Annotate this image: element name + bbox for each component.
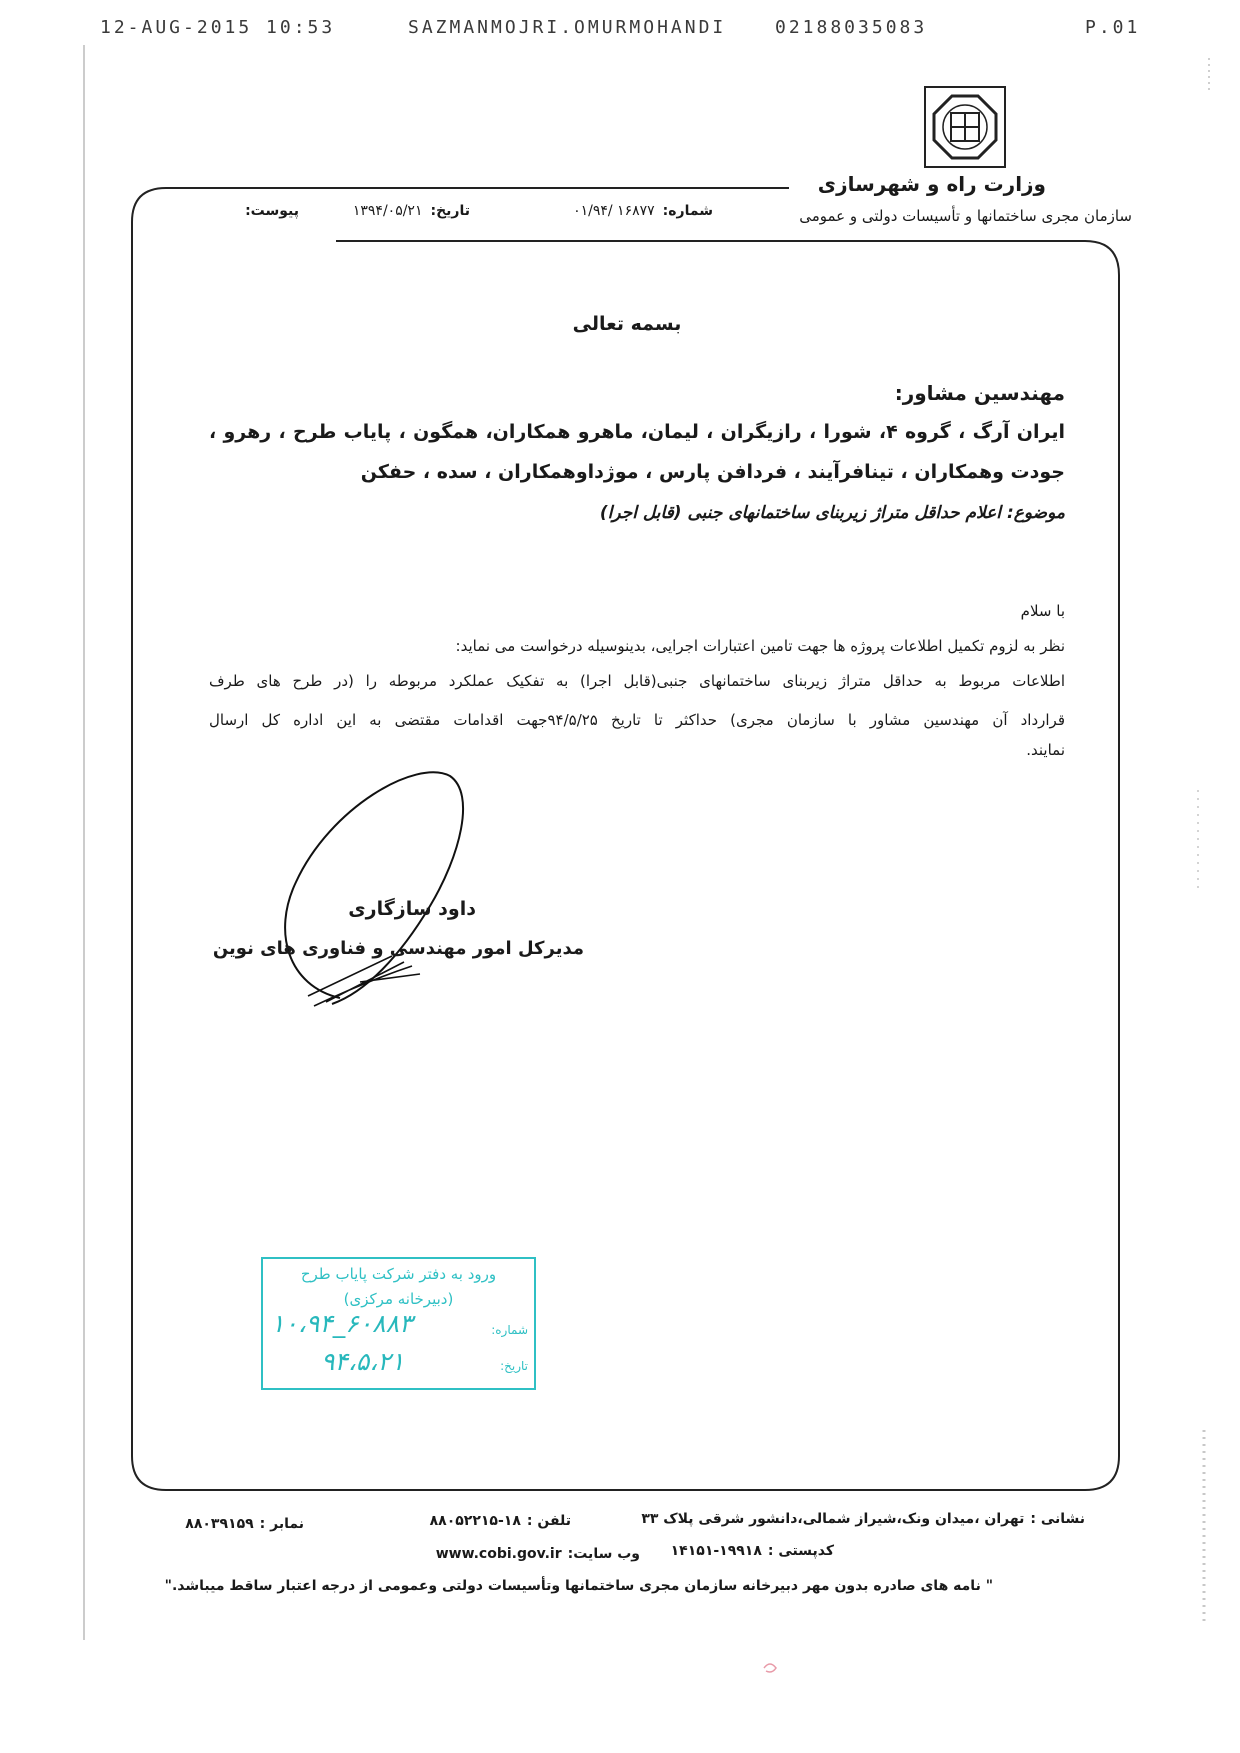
letter-number [573, 203, 713, 219]
letter-number-value: ۰۱/۹۴/ ۱۶۸۷۷ [573, 203, 655, 219]
addressee-label: مهندسین مشاور: [894, 381, 1065, 405]
postal-code-label: کدپستی : [767, 1543, 834, 1559]
footer-fax [185, 1516, 304, 1532]
footer-postal-code [671, 1543, 834, 1559]
website-label: وب سایت: [567, 1546, 640, 1562]
fax-datetime: 12-AUG-2015 10:53 [100, 17, 336, 38]
body-line: اطلاعات مربوط به حداقل متراژ زیربنای ساختمانهای جنبی(قابل اجرا) به تفکیک عملکرد مربوطه را (در طرح های طرف [209, 672, 1065, 690]
attachment-label: پیوست: [245, 203, 299, 219]
website-value: www.cobi.gov.ir [435, 1546, 562, 1562]
invocation: بسمه تعالی [572, 313, 682, 335]
stamp-subheading: (دبیرخانه مرکزی) [343, 1290, 454, 1308]
signature-scribble [270, 760, 480, 1012]
organization-name: سازمان مجری ساختمانها و تأسیسات دولتی و عمومی [799, 207, 1132, 225]
fax-number: 02188035083 [775, 17, 928, 38]
signatory-name: داود سازگاری [348, 898, 476, 920]
receipt-stamp [261, 1257, 536, 1390]
ministry-name: وزارت راه و شهرسازی [817, 172, 1046, 196]
footer-address [641, 1511, 1085, 1527]
letter-subject: موضوع: اعلام حداقل متراژ زیربنای ساختمانهای جنبی (قابل اجرا) [599, 503, 1065, 523]
stamp-number-handwritten: ۱۰،۹۴_۶۰۸۸۳ [271, 1309, 413, 1338]
letter-number-label: شماره: [662, 203, 713, 219]
address-value: تهران ،میدان ونک،شیراز شمالی،دانشور شرقی پلاک ۳۳ [641, 1511, 1025, 1527]
stamp-date-label: تاریخ: [500, 1359, 528, 1373]
stamp-date-handwritten: ۹۴،۵،۲۱ [321, 1347, 405, 1376]
postal-code-value: ۱۴۱۵۱-۱۹۹۱۸ [670, 1543, 762, 1559]
addressee-line: جودت وهمکاران ، تینافرآیند ، فردافن پارس ، موژداوهمکاران ، سده ، حفکن [360, 461, 1065, 483]
phone-label: تلفن : [526, 1513, 571, 1529]
footer-phone [430, 1513, 571, 1529]
fax-sender-id: SAZMANMOJRI.OMURMOHANDI [408, 17, 727, 38]
letter-date [353, 203, 470, 219]
fax-page-number: P.01 [1085, 17, 1141, 38]
letter-date-value: ۱۳۹۴/۰۵/۲۱ [352, 203, 423, 219]
address-label: نشانی : [1030, 1511, 1085, 1527]
stamp-heading: ورود به دفتر شرکت پایاب طرح [300, 1265, 497, 1283]
letter-date-label: تاریخ: [430, 203, 470, 219]
validity-note: " نامه های صادره بدون مهر دبیرخانه سازمان مجری ساختمانها وتأسیسات دولتی وعمومی از درجه اعتبار ساقط میباشد." [164, 1578, 993, 1594]
body-line: نظر به لزوم تکمیل اطلاعات پروژه ها جهت تامین اعتبارات اجرایی، بدینوسیله درخواست می نماید: [455, 637, 1065, 655]
body-line: نمایند. [1026, 741, 1065, 759]
stamp-number-label: شماره: [491, 1323, 528, 1337]
signatory-title: مدیرکل امور مهندسی و فناوری های نوین [212, 938, 584, 959]
fax-label: نمابر : [259, 1516, 304, 1532]
phone-value: ۸۸۰۵۲۲۱۵-۱۸ [429, 1513, 521, 1529]
fax-value: ۸۸۰۳۹۱۵۹ [185, 1516, 254, 1532]
greeting: با سلام [1020, 602, 1065, 620]
footer-website [436, 1546, 640, 1562]
ministry-emblem-icon [924, 86, 1006, 168]
addressee-line: ایران آرگ ، گروه ۴، شورا ، رازیگران ، لیمان، ماهرو همکاران، همگون ، پایاب طرح ، رهرو ، [209, 421, 1065, 443]
ink-mark [764, 1664, 776, 1672]
body-line: قرارداد آن مهندسین مشاور با سازمان مجری) حداکثر تا تاریخ ۹۴/۵/۲۵جهت اقدامات مقتضی به این اداره کل ارسال [209, 711, 1065, 729]
